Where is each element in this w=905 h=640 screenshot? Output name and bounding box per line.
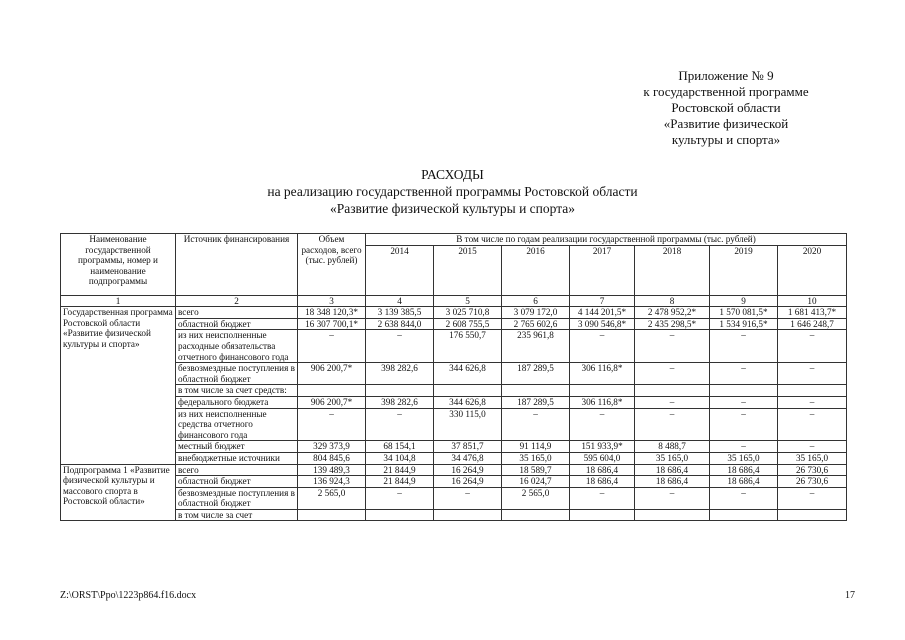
year-value-cell: 18 686,4 [635,476,710,488]
year-value-cell: – [710,441,778,453]
page-number: 17 [845,590,855,601]
total-value-cell: – [298,330,366,363]
year-value-cell: – [778,330,847,363]
year-value-cell: 330 115,0 [434,408,502,441]
funding-source-cell: из них неисполненные расходные обязательства отчетного финансового года [176,330,298,363]
year-value-cell: – [778,441,847,453]
funding-source-cell: в том числе за счет средств: [176,385,298,397]
year-value-cell: 2 765 602,6 [502,318,570,330]
year-value-cell: – [570,330,635,363]
year-value-cell: 595 604,0 [570,452,635,464]
year-value-cell [366,509,434,521]
total-value-cell: 16 307 700,1* [298,318,366,330]
program-name-cell: Подпрограмма 1 «Развитие физической культуры и массового спорта в Ростовской области» [61,464,176,521]
year-value-cell: 34 476,8 [434,452,502,464]
table-row [61,509,847,521]
funding-source-cell: областной бюджет [176,318,298,330]
year-value-cell: 18 589,7 [502,464,570,476]
year-value-cell: 398 282,6 [366,363,434,385]
year-value-cell: 1 570 081,5* [710,307,778,319]
funding-source-cell: всего [176,464,298,476]
year-value-cell: 18 686,4 [570,464,635,476]
year-value-cell: – [778,408,847,441]
year-value-cell: – [778,396,847,408]
year-value-cell: – [366,487,434,509]
header-source: Источник финансирования [176,234,298,296]
table-row [61,408,847,441]
year-value-cell: 3 025 710,8 [434,307,502,319]
funding-source-cell: безвозмездные поступления в областной бюджет [176,487,298,509]
year-value-cell: 187 289,5 [502,363,570,385]
year-value-cell: 151 933,9* [570,441,635,453]
program-name-cell: Государственная программа Ростовской области «Развитие физической культуры и спорта» [61,307,176,464]
year-value-cell: 3 139 385,5 [366,307,434,319]
appendix-line: Ростовской области [671,100,781,115]
year-value-cell [635,385,710,397]
footer-file-path: Z:\ORST\Ppo\1223p864.f16.docx [60,590,197,601]
total-value-cell: 136 924,3 [298,476,366,488]
year-value-cell: 26 730,6 [778,476,847,488]
year-value-cell: – [570,408,635,441]
year-value-cell: – [366,408,434,441]
table-row [61,464,847,476]
year-value-cell: 37 851,7 [434,441,502,453]
funding-source-cell: федерального бюджета [176,396,298,408]
appendix-line: Приложение № 9 [678,68,774,83]
year-value-cell [570,509,635,521]
year-value-cell: 35 165,0 [710,452,778,464]
total-value-cell: 2 565,0 [298,487,366,509]
year-value-cell: – [366,330,434,363]
header-year: 2015 [434,245,502,295]
year-value-cell: 21 844,9 [366,476,434,488]
year-value-cell [570,385,635,397]
header-by-years: В том числе по годам реализации государственной программы (тыс. рублей) [366,234,847,246]
year-value-cell: – [778,487,847,509]
funding-source-cell: всего [176,307,298,319]
total-value-cell: 139 489,3 [298,464,366,476]
year-value-cell: 344 626,8 [434,396,502,408]
document-title [0,166,905,217]
header-year: 2018 [635,245,710,295]
year-value-cell: 3 090 546,8* [570,318,635,330]
header-year: 2016 [502,245,570,295]
year-value-cell [366,385,434,397]
column-number: 9 [710,295,778,307]
total-value-cell: 329 373,9 [298,441,366,453]
header-year: 2017 [570,245,635,295]
column-number: 1 [61,295,176,307]
total-value-cell: 906 200,7* [298,363,366,385]
year-value-cell: 2 565,0 [502,487,570,509]
year-value-cell: – [570,487,635,509]
year-value-cell: – [778,363,847,385]
year-value-cell: 26 730,6 [778,464,847,476]
year-value-cell: 176 550,7 [434,330,502,363]
header-total: Объем расходов, всего (тыс. рублей) [298,234,366,296]
total-value-cell [298,385,366,397]
column-number: 5 [434,295,502,307]
table-row [61,487,847,509]
funding-source-cell: из них неисполненные средства отчетного финансового года [176,408,298,441]
year-value-cell: – [635,396,710,408]
total-value-cell [298,509,366,521]
funding-source-cell: областной бюджет [176,476,298,488]
year-value-cell: 398 282,6 [366,396,434,408]
funding-source-cell: безвозмездные поступления в областной бюджет [176,363,298,385]
year-value-cell [502,385,570,397]
column-number: 3 [298,295,366,307]
year-value-cell: 306 116,8* [570,396,635,408]
year-value-cell: – [635,408,710,441]
year-value-cell: 18 686,4 [570,476,635,488]
year-value-cell: 2 638 844,0 [366,318,434,330]
title-subtitle: «Развитие физической культуры и спорта» [329,201,576,216]
year-value-cell: – [635,330,710,363]
year-value-cell: 34 104,8 [366,452,434,464]
year-value-cell: 235 961,8 [502,330,570,363]
table-row [61,396,847,408]
year-value-cell: 16 264,9 [434,476,502,488]
appendix-line: к государственной программе [643,84,809,99]
year-value-cell: 16 264,9 [434,464,502,476]
year-value-cell: 8 488,7 [635,441,710,453]
year-value-cell: – [635,363,710,385]
year-value-cell: – [710,396,778,408]
year-value-cell [710,385,778,397]
column-number: 4 [366,295,434,307]
table-body [61,307,847,521]
appendix-line: «Развитие физической [663,116,789,131]
funding-source-cell: местный бюджет [176,441,298,453]
header-year: 2014 [366,245,434,295]
table-row [61,452,847,464]
year-value-cell [778,385,847,397]
header-year: 2020 [778,245,847,295]
appendix-line: культуры и спорта» [671,132,781,147]
header-name: Наименование государственной программы, номер и наименование подпрограммы [61,234,176,296]
year-value-cell [434,509,502,521]
expenses-table [60,233,847,521]
year-value-cell: 1 681 413,7* [778,307,847,319]
year-value-cell: – [502,408,570,441]
year-value-cell: – [434,487,502,509]
column-number: 7 [570,295,635,307]
header-year: 2019 [710,245,778,295]
column-number: 2 [176,295,298,307]
year-value-cell: 35 165,0 [635,452,710,464]
year-value-cell: 18 686,4 [710,464,778,476]
column-number: 6 [502,295,570,307]
table-row [61,441,847,453]
year-value-cell: 18 686,4 [635,464,710,476]
appendix-caption [611,68,841,148]
year-value-cell: 1 646 248,7 [778,318,847,330]
year-value-cell: 2 435 298,5* [635,318,710,330]
column-number: 8 [635,295,710,307]
year-value-cell [434,385,502,397]
year-value-cell [710,509,778,521]
table-row [61,363,847,385]
year-value-cell: – [710,330,778,363]
year-value-cell: 2 478 952,2* [635,307,710,319]
total-value-cell: 18 348 120,3* [298,307,366,319]
title-subtitle: на реализацию государственной программы Ростовской области [267,184,638,199]
table-row [61,330,847,363]
table-row [61,318,847,330]
column-number: 10 [778,295,847,307]
year-value-cell: 344 626,8 [434,363,502,385]
total-value-cell: 906 200,7* [298,396,366,408]
year-value-cell: – [635,487,710,509]
total-value-cell: – [298,408,366,441]
year-value-cell: – [710,408,778,441]
table-row [61,385,847,397]
year-value-cell: 187 289,5 [502,396,570,408]
total-value-cell: 804 845,6 [298,452,366,464]
year-value-cell: 21 844,9 [366,464,434,476]
table-row [61,476,847,488]
funding-source-cell: внебюджетные источники [176,452,298,464]
year-value-cell: 3 079 172,0 [502,307,570,319]
year-value-cell: 4 144 201,5* [570,307,635,319]
year-value-cell [502,509,570,521]
table-row [61,307,847,319]
funding-source-cell: в том числе за счет [176,509,298,521]
year-value-cell: 68 154,1 [366,441,434,453]
year-value-cell: 16 024,7 [502,476,570,488]
year-value-cell: 35 165,0 [778,452,847,464]
title-main: РАСХОДЫ [421,167,484,182]
year-value-cell [778,509,847,521]
year-value-cell [635,509,710,521]
year-value-cell: 1 534 916,5* [710,318,778,330]
year-value-cell: 91 114,9 [502,441,570,453]
year-value-cell: 18 686,4 [710,476,778,488]
year-value-cell: – [710,363,778,385]
year-value-cell: 306 116,8* [570,363,635,385]
year-value-cell: 35 165,0 [502,452,570,464]
year-value-cell: 2 608 755,5 [434,318,502,330]
year-value-cell: – [710,487,778,509]
column-number-row [61,295,847,307]
